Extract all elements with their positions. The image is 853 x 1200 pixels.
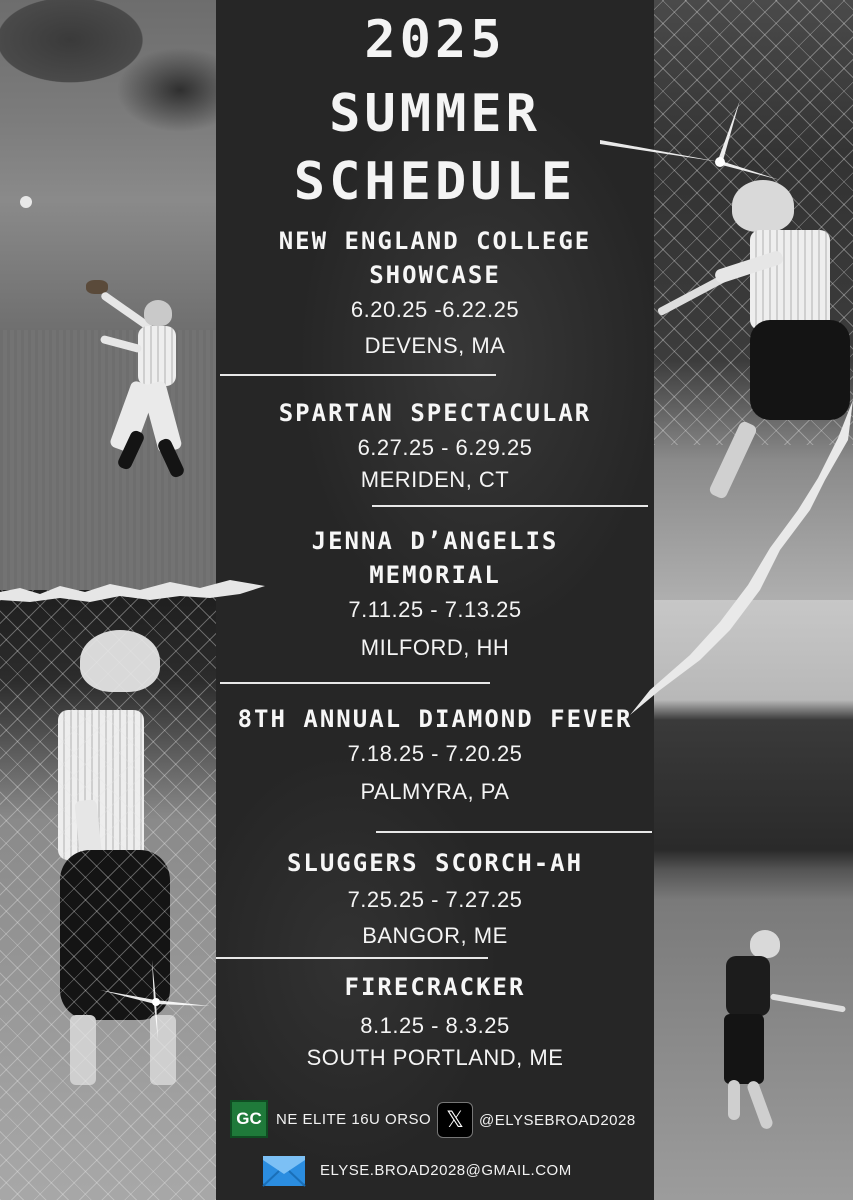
photo-outfielder-catching: [0, 0, 216, 600]
chain-link-fence: [0, 590, 216, 1200]
photo-runner-behind-fence: [0, 590, 216, 1200]
event-dates: 6.20.25 -6.22.25: [350, 297, 520, 322]
contact-gamechanger-team[interactable]: [230, 1100, 431, 1138]
event-location: BANGOR, ME: [362, 923, 508, 948]
event-location: MILFORD, HH: [360, 635, 510, 660]
divider: [376, 831, 652, 833]
divider: [216, 957, 488, 959]
event-spartan-spectacular: [216, 396, 654, 496]
event-dates: 7.18.25 - 7.20.25: [347, 741, 523, 766]
torn-paper-right: [620, 400, 853, 720]
gamechanger-logo-icon: GC: [230, 1100, 268, 1138]
event-dates: 7.25.25 - 7.27.25: [347, 887, 523, 912]
sparkle-bottom-left: [100, 960, 210, 1040]
mail-envelope-icon: [262, 1152, 306, 1188]
event-name: JENNA D’ANGELIS: [311, 527, 559, 555]
schedule-title-summer: SUMMER: [329, 84, 541, 144]
divider: [220, 374, 496, 376]
event-new-england-college-showcase: [216, 224, 654, 362]
player-outfielder: [80, 270, 200, 490]
event-sluggers-scorch-ah: [216, 846, 654, 952]
divider: [220, 682, 490, 684]
event-location: PALMYRA, PA: [360, 779, 510, 804]
team-name: NE ELITE 16U ORSO: [276, 1110, 432, 1128]
schedule-title-schedule: SCHEDULE: [293, 152, 577, 212]
event-name: MEMORIAL: [369, 561, 501, 589]
event-location: DEVENS, MA: [364, 333, 506, 358]
event-name: FIRECRACKER: [344, 973, 526, 1001]
event-dates: 7.11.25 - 7.13.25: [348, 597, 522, 622]
softball: [20, 196, 32, 208]
contact-x-handle[interactable]: [437, 1102, 636, 1138]
event-dates: 6.27.25 - 6.29.25: [357, 435, 533, 460]
event-location: SOUTH PORTLAND, ME: [306, 1045, 564, 1070]
schedule-year: 2025: [364, 10, 506, 70]
divider: [372, 505, 648, 507]
email-address: ELYSE.BROAD2028@GMAIL.COM: [320, 1161, 572, 1179]
event-dates: 8.1.25 - 8.3.25: [360, 1013, 510, 1038]
event-name: NEW ENGLAND COLLEGE: [278, 227, 592, 255]
event-name: 8TH ANNUAL DIAMOND FEVER: [237, 705, 633, 733]
event-firecracker: [216, 970, 654, 1074]
event-name: SHOWCASE: [369, 261, 501, 289]
x-handle: @ELYSEBROAD2028: [479, 1111, 636, 1129]
event-jenna-dangelis-memorial: [216, 524, 654, 664]
event-name: SPARTAN SPECTACULAR: [278, 399, 592, 427]
event-location: MERIDEN, CT: [360, 467, 510, 492]
player-young-batter: [714, 930, 853, 1140]
x-logo-icon: 𝕏: [437, 1102, 473, 1138]
contact-email[interactable]: [262, 1152, 572, 1188]
event-name: SLUGGERS SCORCH-AH: [286, 849, 584, 877]
event-8th-annual-diamond-fever: [216, 702, 654, 808]
